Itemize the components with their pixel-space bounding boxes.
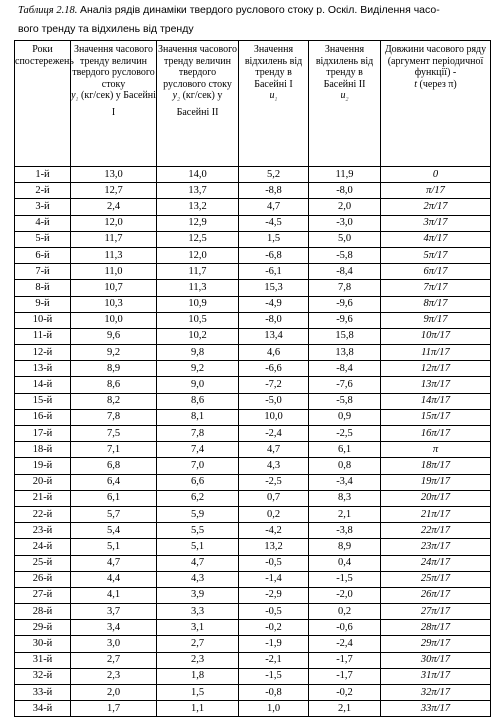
table-row [15,604,491,620]
table-cell: -8,4 [309,361,381,377]
table-cell: 4,1 [71,587,157,603]
table-cell: 8,9 [309,539,381,555]
table-cell: 3,3 [157,604,239,620]
table-cell: 7,8 [157,426,239,442]
table-row [15,215,491,231]
table-cell: -5,8 [309,393,381,409]
table-cell: 7,1 [71,442,157,458]
table-cell: 11,9 [309,167,381,183]
table-cell: 6,8 [71,458,157,474]
table-cell: 24π/17 [381,555,491,571]
table-row [15,474,491,490]
table-cell: 5,2 [239,167,309,183]
table-cell: -9,6 [309,312,381,328]
table-row [15,652,491,668]
table-cell: 3,1 [157,620,239,636]
table-cell: π [381,442,491,458]
table-cell: 4,7 [239,442,309,458]
table-cell: 5,5 [157,523,239,539]
table-cell: 7,8 [309,280,381,296]
table-cell: -3,8 [309,523,381,539]
table-cell: 27-й [15,587,71,603]
table-cell: 3,7 [71,604,157,620]
table-row [15,280,491,296]
table-cell: -0,5 [239,555,309,571]
table-cell: 9,6 [71,328,157,344]
table-cell: -2,9 [239,587,309,603]
table-cell: 2,1 [309,701,381,717]
table-cell: -5,0 [239,393,309,409]
header-text: Значення відхилень від тренду в Басейні I [244,44,303,90]
header-row [15,41,491,167]
table-cell: 8,1 [157,409,239,425]
table-cell: 5,4 [71,523,157,539]
table-cell: 10-й [15,312,71,328]
table-cell: 1,7 [71,701,157,717]
table-cell: -4,9 [239,296,309,312]
table-cell: -0,8 [239,685,309,701]
table-cell: 20π/17 [381,490,491,506]
table-cell: 34-й [15,701,71,717]
table-cell: 31-й [15,652,71,668]
table-cell: -4,2 [239,523,309,539]
table-cell: 2,0 [309,199,381,215]
table-cell: 6,1 [309,442,381,458]
table-cell: 8,2 [71,393,157,409]
table-cell: 11,7 [157,264,239,280]
table-cell: 13,2 [157,199,239,215]
table-cell: -7,2 [239,377,309,393]
table-cell: 7,4 [157,442,239,458]
table-row [15,167,491,183]
table-cell: 16-й [15,409,71,425]
table-cell: 25π/17 [381,571,491,587]
table-cell: 4,4 [71,571,157,587]
table-cell: -2,4 [309,636,381,652]
header-cell-5 [309,41,381,167]
table-cell: π/17 [381,183,491,199]
table-cell: 10,9 [157,296,239,312]
table-cell: -7,6 [309,377,381,393]
table-cell: 13,0 [71,167,157,183]
table-cell: 15π/17 [381,409,491,425]
table-cell: 18-й [15,442,71,458]
table-row [15,458,491,474]
table-cell: 26-й [15,571,71,587]
table-cell: 27π/17 [381,604,491,620]
table-row [15,247,491,263]
table-cell: -2,4 [239,426,309,442]
table-cell: 13,4 [239,328,309,344]
table-cell: 6-й [15,247,71,263]
table-cell: -2,0 [309,587,381,603]
table-cell: 4,7 [157,555,239,571]
table-cell: 1,5 [157,685,239,701]
table-cell: 7,0 [157,458,239,474]
table-cell: 8,6 [71,377,157,393]
table-cell: 1,0 [239,701,309,717]
table-cell: 4,6 [239,345,309,361]
table-cell: -6,8 [239,247,309,263]
table-row [15,506,491,522]
table-row [15,426,491,442]
table-cell: 2π/17 [381,199,491,215]
header-text: Роки спостережень [15,44,74,67]
table-cell: 4,7 [71,555,157,571]
table-cell: 12-й [15,345,71,361]
table-cell: -2,5 [309,426,381,442]
table-cell: 20-й [15,474,71,490]
table-cell: -1,7 [309,668,381,684]
table-row [15,296,491,312]
header-symbol: $y_2$ (кг/сек) у Басейні II [172,90,223,118]
table-cell: 3,4 [71,620,157,636]
table-cell: 11π/17 [381,345,491,361]
table-cell: 2,7 [157,636,239,652]
table-cell: 12π/17 [381,361,491,377]
table-cell: 18π/17 [381,458,491,474]
table-cell: -1,4 [239,571,309,587]
header-symbol: $y_1$ (кг/сек) у Басейні I [71,90,156,118]
table-row [15,199,491,215]
table-cell: 13π/17 [381,377,491,393]
table-cell: 0,4 [309,555,381,571]
table-cell: 0,7 [239,490,309,506]
table-cell: 23-й [15,523,71,539]
table-row [15,377,491,393]
table-cell: 9,2 [71,345,157,361]
table-cell: -4,5 [239,215,309,231]
table-cell: 28π/17 [381,620,491,636]
table-cell: 2,1 [309,506,381,522]
table-row [15,668,491,684]
table-cell: 14-й [15,377,71,393]
table-cell: -3,4 [309,474,381,490]
header-cell-6 [381,41,491,167]
table-cell: -2,1 [239,652,309,668]
table-cell: 11,3 [157,280,239,296]
table-cell: 6π/17 [381,264,491,280]
table-cell: 8,6 [157,393,239,409]
table-cell: 8,3 [309,490,381,506]
header-symbol: $u_1$ [269,90,278,103]
table-cell: 6,2 [157,490,239,506]
table-cell: 32-й [15,668,71,684]
table-cell: 9-й [15,296,71,312]
table-row [15,636,491,652]
table-row [15,620,491,636]
table-cell: 15,3 [239,280,309,296]
table-cell: 11,3 [71,247,157,263]
table-cell: 4,3 [157,571,239,587]
header-cell-3 [157,41,239,167]
table-cell: -1,9 [239,636,309,652]
table-cell: 3π/17 [381,215,491,231]
table-cell: -0,5 [239,604,309,620]
table-row [15,183,491,199]
table-cell: 13,7 [157,183,239,199]
table-cell: 17-й [15,426,71,442]
table-cell: 1,8 [157,668,239,684]
table-cell: 13,2 [239,539,309,555]
table-cell: 6,4 [71,474,157,490]
table-cell: 9,2 [157,361,239,377]
header-cell-1 [15,41,74,167]
caption-line-2: вого тренду та відхилень від тренду [18,23,194,35]
table-row [15,490,491,506]
table-row [15,312,491,328]
caption-text-1: Аналіз рядів динаміки твердого руслового стоку р. Оскіл. Виділення часо- [79,4,440,16]
header-text: Довжини часового ряду (аргумент періодичної функції) - [384,44,487,78]
table-cell: -5,8 [309,247,381,263]
table-cell: 12,0 [157,247,239,263]
table-cell: 15,8 [309,328,381,344]
header-text: Значення часового тренду величин твердого руслового стоку [72,44,155,90]
table-cell: 10,2 [157,328,239,344]
table-cell: 2,3 [157,652,239,668]
header-symbol: $u_2$ [340,90,349,103]
table-cell: 2,0 [71,685,157,701]
table-cell: 1-й [15,167,71,183]
table-cell: 15-й [15,393,71,409]
table-cell: 11,0 [71,264,157,280]
table-cell: 12,0 [71,215,157,231]
table-cell: 32π/17 [381,685,491,701]
table-row [15,523,491,539]
table-cell: 24-й [15,539,71,555]
table-row [15,231,491,247]
table-cell: 10,7 [71,280,157,296]
table-cell: 31π/17 [381,668,491,684]
table-cell: 11-й [15,328,71,344]
table-cell: -0,6 [309,620,381,636]
table-row [15,361,491,377]
table-row [15,555,491,571]
table-cell: 11,7 [71,231,157,247]
table-cell: 10,3 [71,296,157,312]
table-cell: 9,8 [157,345,239,361]
table-cell: 5-й [15,231,71,247]
table-cell: -9,6 [309,296,381,312]
table-cell: 4,7 [239,199,309,215]
table-cell: 10π/17 [381,328,491,344]
table-row [15,571,491,587]
table-cell: -6,6 [239,361,309,377]
table-cell: 7,5 [71,426,157,442]
table-cell: 14π/17 [381,393,491,409]
table-cell: 5,0 [309,231,381,247]
table-cell: 8π/17 [381,296,491,312]
table-body [15,167,491,717]
table-cell: 6,6 [157,474,239,490]
table-cell: 2,7 [71,652,157,668]
table-cell: 12,5 [157,231,239,247]
table-cell: 29π/17 [381,636,491,652]
table-cell: 25-й [15,555,71,571]
table-cell: 0 [381,167,491,183]
table-cell: 9,0 [157,377,239,393]
table-row [15,264,491,280]
caption-label: Таблиця 2.18. [18,5,78,16]
table-row [15,685,491,701]
table-cell: 1,5 [239,231,309,247]
table-cell: 13,8 [309,345,381,361]
table-cell: 28-й [15,604,71,620]
table-row [15,587,491,603]
table-cell: 5,1 [157,539,239,555]
table-cell: 7,8 [71,409,157,425]
table-cell: 3,0 [71,636,157,652]
table-cell: 3,9 [157,587,239,603]
table-cell: 8-й [15,280,71,296]
table-cell: 12,9 [157,215,239,231]
table-row [15,701,491,717]
table-cell: 33-й [15,685,71,701]
table-cell: -1,7 [309,652,381,668]
table-cell: 7π/17 [381,280,491,296]
table-cell: 21π/17 [381,506,491,522]
header-text: Значення відхилень від тренду в Басейні II [315,44,374,90]
table-row [15,409,491,425]
table-cell: 21-й [15,490,71,506]
header-text: Значення часового тренду величин твердого руслового стоку [157,44,238,90]
table-cell: 6,1 [71,490,157,506]
data-table [14,40,491,717]
table-cell: -8,4 [309,264,381,280]
table-cell: 9π/17 [381,312,491,328]
table-cell: -0,2 [309,685,381,701]
table-cell: 14,0 [157,167,239,183]
table-cell: 5,1 [71,539,157,555]
table-cell: 10,0 [71,312,157,328]
table-cell: 13-й [15,361,71,377]
table-cell: 5,7 [71,506,157,522]
table-cell: 0,2 [309,604,381,620]
header-cell-2 [71,41,157,167]
table-cell: -8,0 [309,183,381,199]
table-cell: 4-й [15,215,71,231]
table-cell: -1,5 [309,571,381,587]
table-row [15,442,491,458]
table-cell: 1,1 [157,701,239,717]
table-cell: 19-й [15,458,71,474]
table-cell: 2,3 [71,668,157,684]
table-row [15,345,491,361]
table-row [15,539,491,555]
table-cell: -8,0 [239,312,309,328]
table-cell: 4π/17 [381,231,491,247]
table-cell: 30π/17 [381,652,491,668]
header-symbol: t (через π) [414,78,457,90]
table-cell: 22π/17 [381,523,491,539]
table-cell: 2,4 [71,199,157,215]
table-row [15,393,491,409]
table-cell: 0,8 [309,458,381,474]
table-cell: 23π/17 [381,539,491,555]
table-cell: -3,0 [309,215,381,231]
table-cell: 4,3 [239,458,309,474]
table-cell: 3-й [15,199,71,215]
table-row [15,328,491,344]
table-cell: -1,5 [239,668,309,684]
caption-line-1 [18,1,440,20]
table-cell: 19π/17 [381,474,491,490]
table-cell: 10,5 [157,312,239,328]
table-cell: -6,1 [239,264,309,280]
table-cell: 26π/17 [381,587,491,603]
header-cell-4 [239,41,309,167]
table-cell: 2-й [15,183,71,199]
table-cell: 7-й [15,264,71,280]
table-cell: 5,9 [157,506,239,522]
table-cell: 29-й [15,620,71,636]
table-cell: 0,2 [239,506,309,522]
table-cell: 30-й [15,636,71,652]
table-cell: 10,0 [239,409,309,425]
table-cell: 0,9 [309,409,381,425]
table-cell: 16π/17 [381,426,491,442]
table-cell: 8,9 [71,361,157,377]
table-cell: 5π/17 [381,247,491,263]
table-cell: 33π/17 [381,701,491,717]
table-cell: 12,7 [71,183,157,199]
table-cell: -8,8 [239,183,309,199]
table-cell: -2,5 [239,474,309,490]
table-cell: -0,2 [239,620,309,636]
table-cell: 22-й [15,506,71,522]
